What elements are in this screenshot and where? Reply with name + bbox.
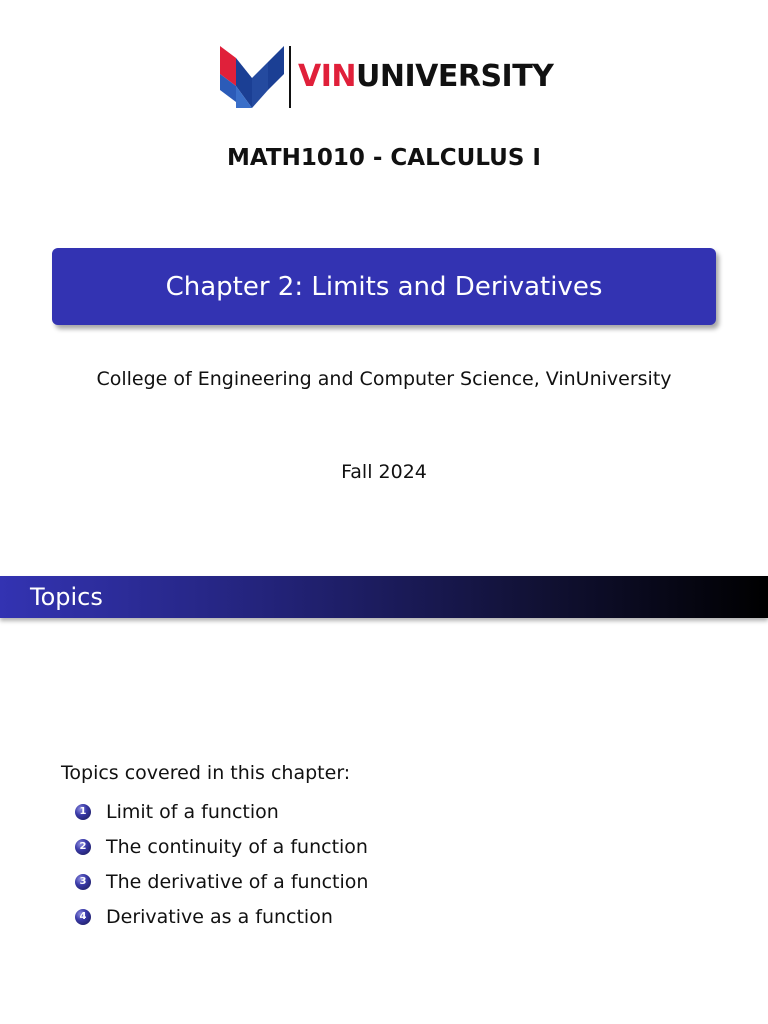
list-item <box>75 794 368 829</box>
logo-wordmark <box>298 57 553 97</box>
numbered-ball-icon: 1 <box>75 804 91 820</box>
topics-intro: Topics covered in this chapter: <box>61 762 351 784</box>
frame-title: Topics <box>30 583 103 611</box>
frame-title-bar <box>0 576 768 618</box>
course-title: MATH1010 - CALCULUS I <box>227 145 541 171</box>
topic-label: The derivative of a function <box>106 870 369 893</box>
logo-word-vin: VIN <box>298 59 356 94</box>
logo-divider <box>289 46 291 108</box>
list-item <box>75 829 368 864</box>
topic-label: The continuity of a function <box>106 835 368 858</box>
vinuniversity-logo <box>220 44 554 110</box>
list-item <box>75 899 368 934</box>
topic-label: Derivative as a function <box>106 905 333 928</box>
term-label: Fall 2024 <box>341 461 427 483</box>
list-item <box>75 864 368 899</box>
logo-word-university: UNIVERSITY <box>356 59 554 94</box>
chapter-title: Chapter 2: Limits and Derivatives <box>165 271 603 302</box>
numbered-ball-icon: 3 <box>75 874 91 890</box>
topic-list <box>75 794 368 934</box>
topics-slide <box>0 576 768 1024</box>
topic-label: Limit of a function <box>106 800 279 823</box>
numbered-ball-icon: 4 <box>75 909 91 925</box>
numbered-ball-icon: 2 <box>75 839 91 855</box>
chapter-title-box <box>52 248 716 325</box>
college-name: College of Engineering and Computer Science, VinUniversity <box>96 368 672 390</box>
vinuniversity-logo-icon <box>220 44 284 110</box>
